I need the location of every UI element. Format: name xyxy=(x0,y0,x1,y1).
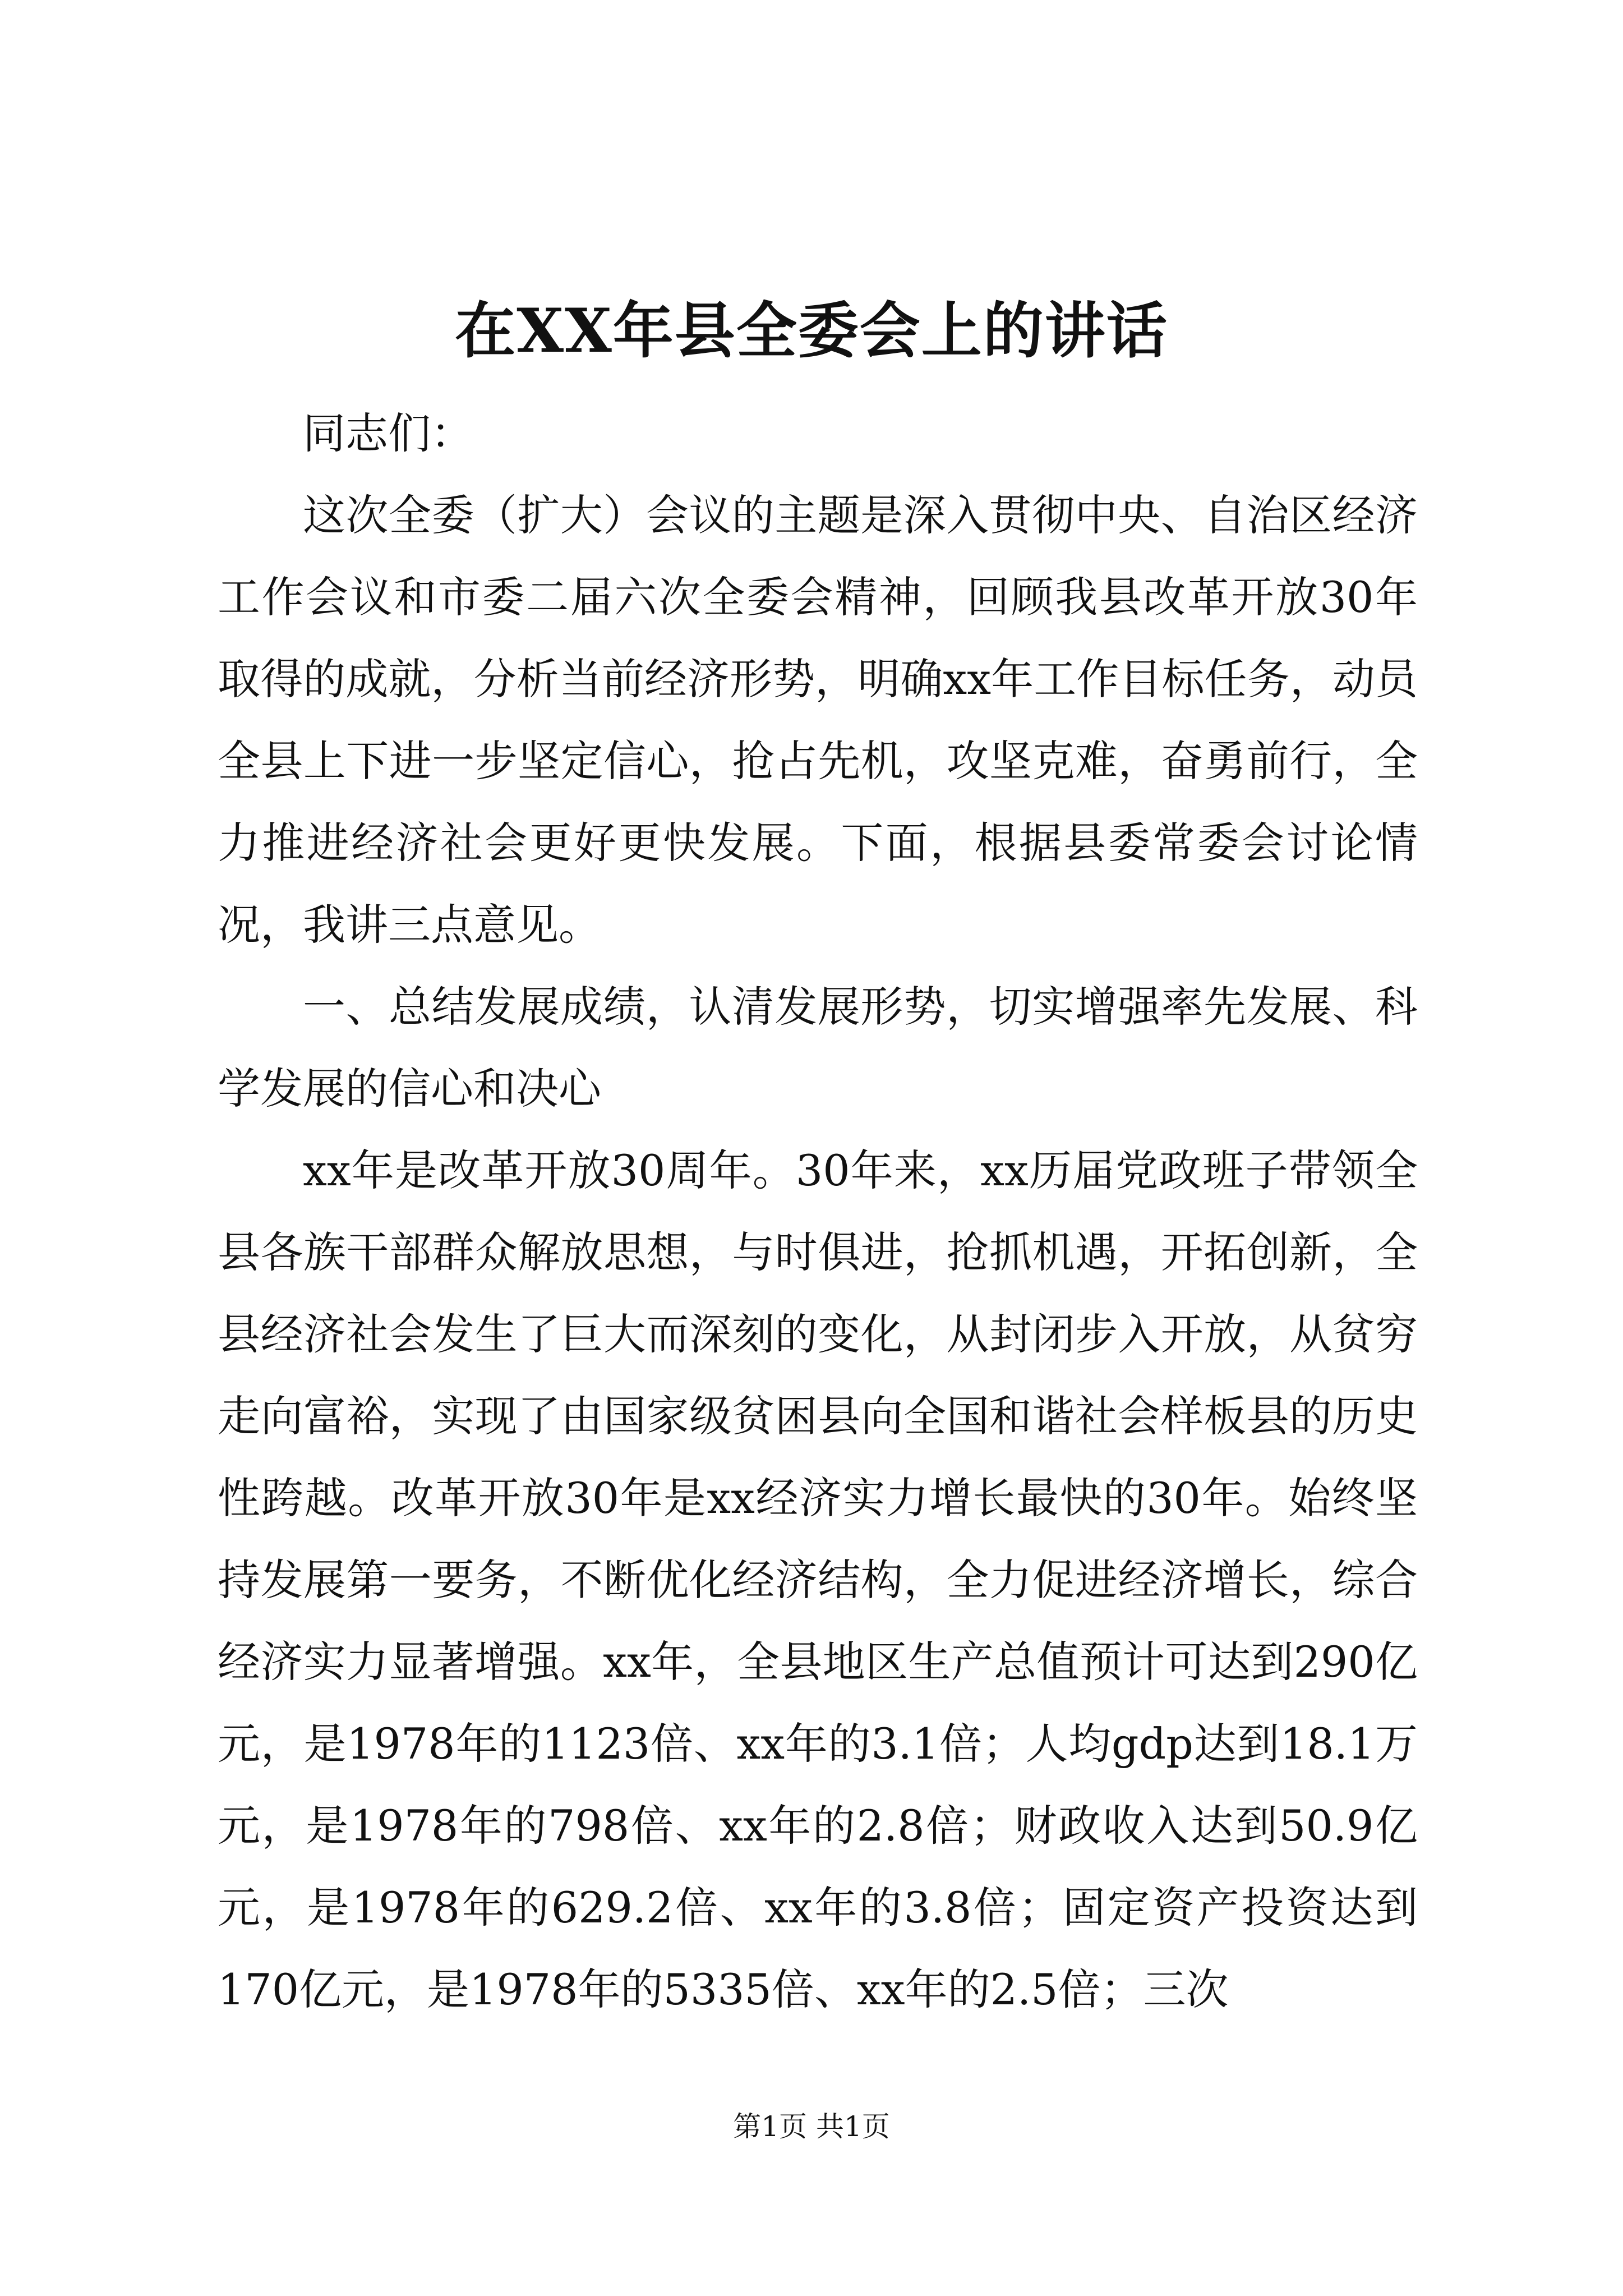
section-heading-1: 一、总结发展成绩，认清发展形势，切实增强率先发展、科学发展的信心和决心 xyxy=(218,982,1418,1114)
document-title: 在XX年县全委会上的讲话 xyxy=(455,296,1168,366)
page-number-footer: 第1页 共1页 xyxy=(733,2110,890,2143)
intro-paragraph: 这次全委（扩大）会议的主题是深入贯彻中央、自治区经济工作会议和市委二届六次全委会精神，回顾我县改革开放30年取得的成就，分析当前经济形势，明确xx年工作目标任务，动员全县上下进一步坚定信心，抢占先机，攻坚克难，奋勇前行，全力推进经济社会更好更快发展。下面，根据县委常委会讨论情况，我讲三点意见。 xyxy=(218,490,1418,950)
salutation-paragraph: 同志们： xyxy=(303,408,473,458)
body-paragraph: xx年是改革开放30周年。30年来，xx历届党政班子带领全县各族干部群众解放思想，与时俱进，抢抓机遇，开拓创新，全县经济社会发生了巨大而深刻的变化，从封闭步入开放，从贫穷走向富裕，实现了由国家级贫困县向全国和谐社会样板县的历史性跨越。改革开放30年是xx经济实力增长最快的30年。始终坚持发展第一要务，不断优化经济结构，全力促进经济增长，综合经济实力显著增强。xx年，全县地区生产总值预计可达到290亿元，是1978年的1123倍、xx年的3.1倍；人均gdp达到18.1万元，是1978年的798倍、xx年的2.8倍；财政收入达到50.9亿元，是1978年的629.2倍、xx年的3.8倍；固定资产投资达到170亿元，是1978年的5335倍、xx年的2.5倍；三次 xyxy=(218,1145,1418,2014)
document-body xyxy=(218,393,1418,2031)
